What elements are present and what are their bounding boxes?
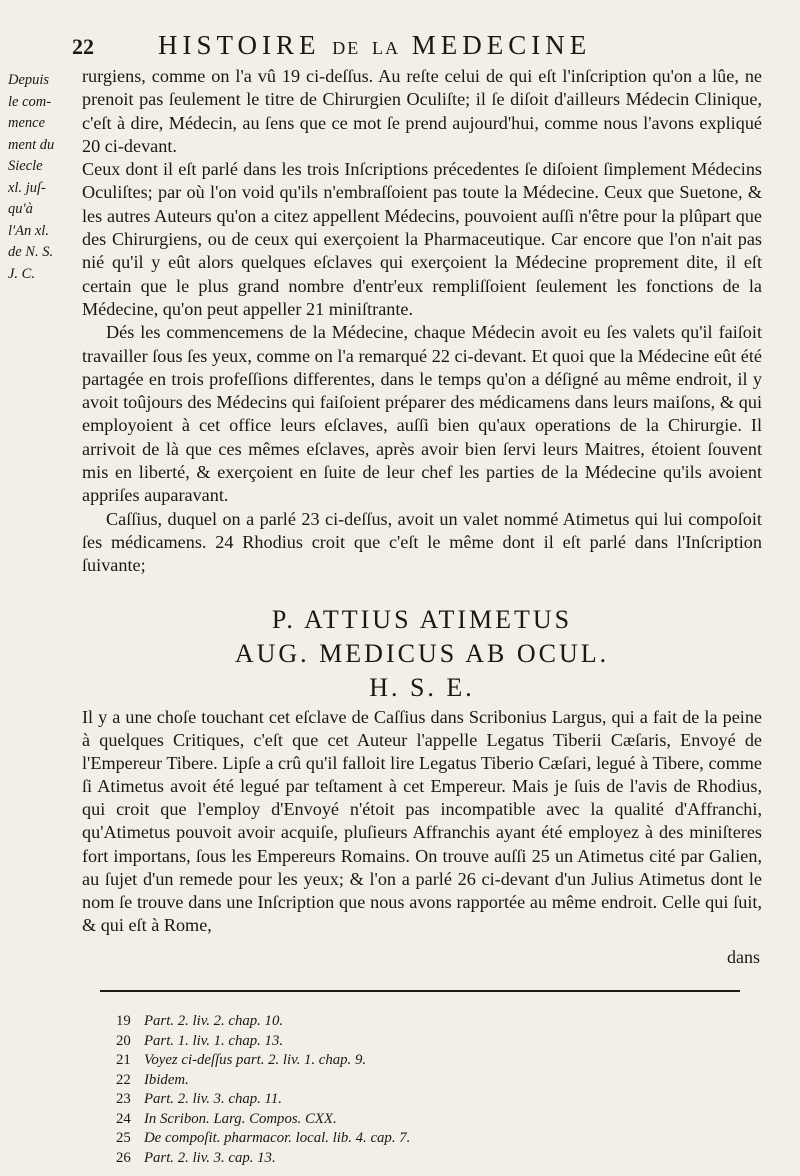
- footnote: [116, 1012, 716, 1032]
- margin-note: [8, 70, 74, 285]
- footnote-number: 25: [116, 1130, 131, 1146]
- footnote-text: Ibidem.: [144, 1071, 189, 1088]
- footnote-number: 26: [116, 1149, 131, 1166]
- footnote: [116, 1071, 716, 1091]
- margin-note-line: Siecle: [8, 158, 43, 174]
- margin-note-line: Depuis: [8, 72, 50, 88]
- page-number: 22: [72, 34, 94, 59]
- paragraph: Dés les commencemens de la Médecine, chaque Médecin avoit eu ſes valets qu'il faiſoit travailler ſous ſes yeux, comme on l'a remarqué 22 ci-devant. Et quoi que la Médecine eût été partagée en trois profeſſions differentes, dans le temps qu'on a déſigné au même endroit, il y avoit toûjours des Médecins qui faiſoient préparer des médicamens dans leurs maiſons, & qui employoient à cet office leurs eſclaves, auſſi bien qu'aux operations de la Chirurgie. Il arrivoit de là que ces mêmes eſclaves, après avoir bien ſervi leurs Maitres, étoient ſouvent mis en liberté, & exerçoient en ſuite de leur chef les parties de la Médecine qu'ils avoient appriſes auparavant.: [82, 322, 762, 506]
- margin-note-line: mence: [8, 115, 46, 131]
- footnote: [116, 1129, 716, 1149]
- title-la: LA: [372, 38, 401, 58]
- footnote-number: 24: [116, 1110, 131, 1127]
- footnote-number: 19: [116, 1013, 131, 1029]
- footnote: [116, 1149, 716, 1169]
- margin-note-line: qu'à: [8, 201, 33, 217]
- paragraph: Caſſius, duquel on a parlé 23 ci-deſſus, avoit un valet nommé Atimetus qui lui compoſoit ſes médicamens. 24 Rhodius croit que c'eſt le même dont il eſt parlé dans l'Inſcription ſuivante;: [82, 508, 762, 576]
- inscription-line: AUG. MEDICUS AB OCUL.: [234, 639, 610, 668]
- title-histoire: HISTOIRE: [158, 30, 321, 60]
- footnote-text: Part. 2. liv. 2. chap. 10.: [144, 1013, 284, 1029]
- margin-note-line: le com-: [8, 93, 52, 110]
- footnote: [116, 1051, 716, 1071]
- margin-note-line: J. C.: [8, 265, 35, 282]
- footnote-text: In Scribon. Larg. Compos. CXX.: [144, 1110, 337, 1127]
- footnote-text: Part. 1. liv. 1. chap. 13.: [144, 1032, 284, 1049]
- footnote: [116, 1110, 716, 1130]
- footnote-text: Part. 2. liv. 3. chap. 11.: [144, 1091, 282, 1107]
- footnote-text: Voyez ci-deſſus part. 2. liv. 1. chap. 9.: [144, 1052, 367, 1068]
- paragraph: Ceux dont il eſt parlé dans les trois Inſcriptions précedentes ſe diſoient ſimplement Médecins Oculiſtes; par où l'on void qu'ils n'embraſſoient pas toute la Médecine. Ceux que Suetone, & les autres Auteurs qu'on a citez appellent Médecins, pouvoient auſſi n'être pour la plûpart que des Chirurgiens, ou de ceux qui exerçoient la Pharmaceutique. Car encore que l'on n'ait pas nié qu'il y eût alors quelques eſclaves qui exerçoient la Médecine proprement dite, il eſt certain que le plus grand nombre d'entr'eux rempliſſoient ſeulement les fonctions de la Médecine, qu'on peut appeller 21 miniſtrante.: [82, 159, 762, 319]
- footnote-text: Part. 2. liv. 3. cap. 13.: [144, 1149, 276, 1166]
- main-text: [82, 65, 762, 578]
- paragraph: rurgiens, comme on l'a vû 19 ci-deſſus. Au reſte celui de qui eſt l'inſcription qu'on a lûe, ne prenoit pas ſeulement le titre de Chirurgien Oculiſte; il ſe diſoit d'ailleurs Médecin Clinique, c'eſt à dire, Médecin, au ſens que ce mot ſe prend aujourd'hui, comme nous l'avons expliqué 20 ci-devant.: [82, 66, 762, 156]
- footnote-text: De compoſit. pharmacor. local. lib. 4. cap. 7.: [144, 1130, 411, 1146]
- footnotes: [116, 1012, 716, 1168]
- paragraph: Il y a une choſe touchant cet eſclave de Caſſius dans Scribonius Largus, qui a fait de la peine à quelques Critiques, c'eſt que cet Auteur l'appelle Legatus Tiberii Cæſaris, Envoyé de l'Empereur Tibere. Lipſe a crû qu'il falloit lire Legatus Tiberio Cæſari, legué à Tibere, comme ſi Atimetus avoit été legué par teſtament à cet Empereur. Mais je ſuis de l'avis de Rhodius, qui croit que l'employ d'Envoyé n'étoit pas incompatible avec la qualité d'Affranchi, qu'Atimetus pouvoit avoir acquiſe, pluſieurs Affranchis ayant été employez à des miniſteres fort importans, ſous les Empereurs Romains. On trouve auſſi 25 un Atimetus cité par Galien, au ſujet d'un remede pour les yeux; & l'on a parlé 26 ci-devant d'un Julius Atimetus dont le nom ſe trouve dans une Inſcription que nous avons rapportée au même endroit. Celle qui ſuit, & qui eſt à Rome,: [82, 707, 762, 935]
- catchword: dans: [727, 947, 760, 967]
- footnote: [116, 1032, 716, 1052]
- footnote-number: 20: [116, 1032, 131, 1049]
- footnote-number: 21: [116, 1052, 131, 1068]
- footnote: [116, 1090, 716, 1110]
- margin-note-line: ment du: [8, 136, 55, 153]
- footnote-rule: [100, 990, 740, 992]
- running-header: [72, 26, 702, 66]
- inscription-line: H. S. E.: [369, 673, 475, 702]
- main-text-continued: [82, 706, 762, 937]
- inscription-line: P. ATTIUS ATIMETUS: [271, 605, 573, 634]
- footnote-number: 22: [116, 1071, 131, 1088]
- title-de: DE: [332, 38, 361, 58]
- margin-note-line: de N. S.: [8, 244, 54, 260]
- running-title: [158, 30, 591, 61]
- margin-note-line: l'An xl.: [8, 222, 49, 239]
- title-medecine: MEDECINE: [411, 30, 592, 60]
- footnote-number: 23: [116, 1091, 131, 1107]
- inscription: [82, 603, 762, 705]
- margin-note-line: xl. juſ-: [8, 179, 46, 196]
